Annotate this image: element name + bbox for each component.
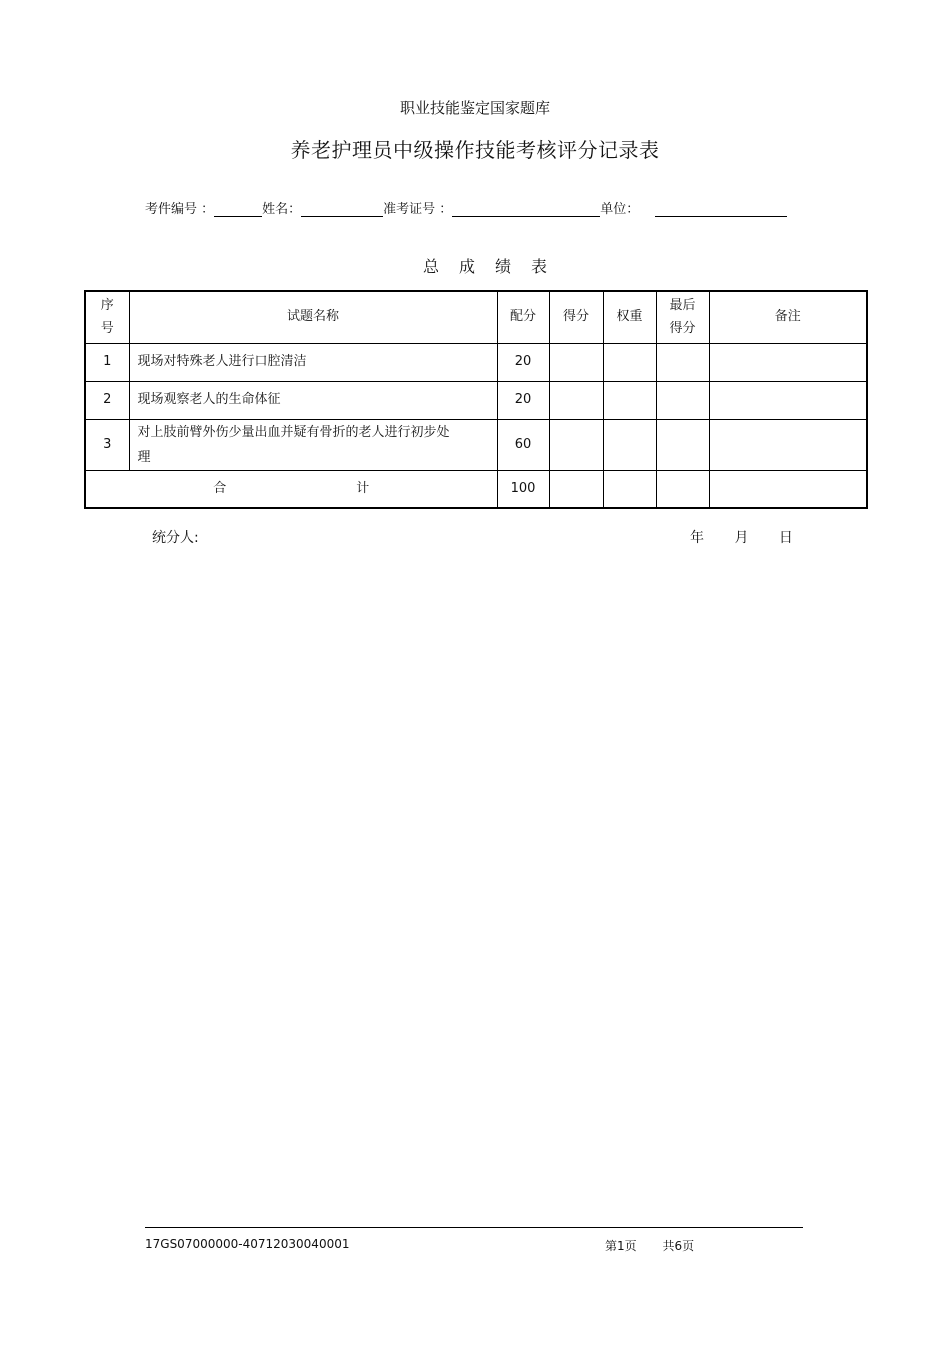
unit-label: 单位： — [600, 202, 640, 217]
row-name: 现场对特殊老人进行口腔清洁 — [129, 343, 497, 381]
row-weight[interactable] — [603, 343, 656, 381]
row-score[interactable] — [549, 419, 603, 470]
cert-no-label: 准考证号 ： — [383, 202, 453, 217]
row-points: 60 — [497, 419, 549, 470]
row-remark[interactable] — [709, 381, 867, 419]
row-weight[interactable] — [603, 419, 656, 470]
total-score[interactable] — [549, 470, 603, 508]
row-seq: 3 — [85, 419, 129, 470]
total-points: 100 — [497, 470, 549, 508]
row-seq: 2 — [85, 381, 129, 419]
exam-no-field[interactable] — [214, 200, 262, 217]
table-row — [85, 343, 867, 381]
header-remark: 备注 — [709, 291, 867, 343]
row-name: 对上肢前臂外伤少量出血并疑有骨折的老人进行初步处理 — [129, 419, 497, 470]
table-row — [85, 419, 867, 470]
header-seq: 序号 — [85, 291, 129, 343]
name-label: 姓名： — [262, 202, 302, 217]
footer-page: 第1页 — [605, 1239, 637, 1253]
exam-no-label: 考件编号 ： — [145, 202, 215, 217]
footer-pagination — [605, 1237, 716, 1254]
header-points: 配分 — [497, 291, 549, 343]
footer-total-pages: 共6页 — [662, 1239, 695, 1253]
date-year: 年 — [690, 530, 704, 546]
candidate-info-fields — [145, 198, 787, 217]
row-remark[interactable] — [709, 419, 867, 470]
total-remark[interactable] — [709, 470, 867, 508]
row-seq: 1 — [85, 343, 129, 381]
row-final[interactable] — [656, 343, 709, 381]
header-score: 得分 — [549, 291, 603, 343]
row-points: 20 — [497, 381, 549, 419]
table-subtitle: 总成绩表 — [422, 257, 567, 276]
total-final[interactable] — [656, 470, 709, 508]
row-points: 20 — [497, 343, 549, 381]
document-header: 职业技能鉴定国家题库 — [399, 99, 550, 117]
total-row — [85, 470, 867, 508]
footer-code: 17GS07000000-40712030040001 — [145, 1237, 350, 1251]
table-row — [85, 381, 867, 419]
date-day: 日 — [778, 530, 793, 546]
score-table — [84, 290, 868, 509]
footer-divider — [145, 1227, 803, 1228]
date-line — [690, 527, 819, 547]
row-weight[interactable] — [603, 381, 656, 419]
header-weight: 权重 — [603, 291, 656, 343]
page-title: 养老护理员中级操作技能考核评分记录表 — [290, 138, 660, 162]
scorer-label: 统分人: — [152, 530, 199, 546]
row-final[interactable] — [656, 381, 709, 419]
total-label — [85, 470, 497, 508]
header-row — [85, 291, 867, 343]
row-name: 现场观察老人的生命体征 — [129, 381, 497, 419]
row-score[interactable] — [549, 381, 603, 419]
row-remark[interactable] — [709, 343, 867, 381]
date-month: 月 — [734, 530, 749, 546]
row-final[interactable] — [656, 419, 709, 470]
name-field[interactable] — [301, 200, 383, 217]
row-score[interactable] — [549, 343, 603, 381]
header-final: 最后得分 — [656, 291, 709, 343]
header-name: 试题名称 — [129, 291, 497, 343]
total-label-a: 合 — [213, 480, 227, 496]
cert-no-field[interactable] — [452, 200, 600, 217]
total-label-b: 计 — [356, 480, 370, 496]
total-weight[interactable] — [603, 470, 656, 508]
unit-field[interactable] — [655, 200, 787, 217]
